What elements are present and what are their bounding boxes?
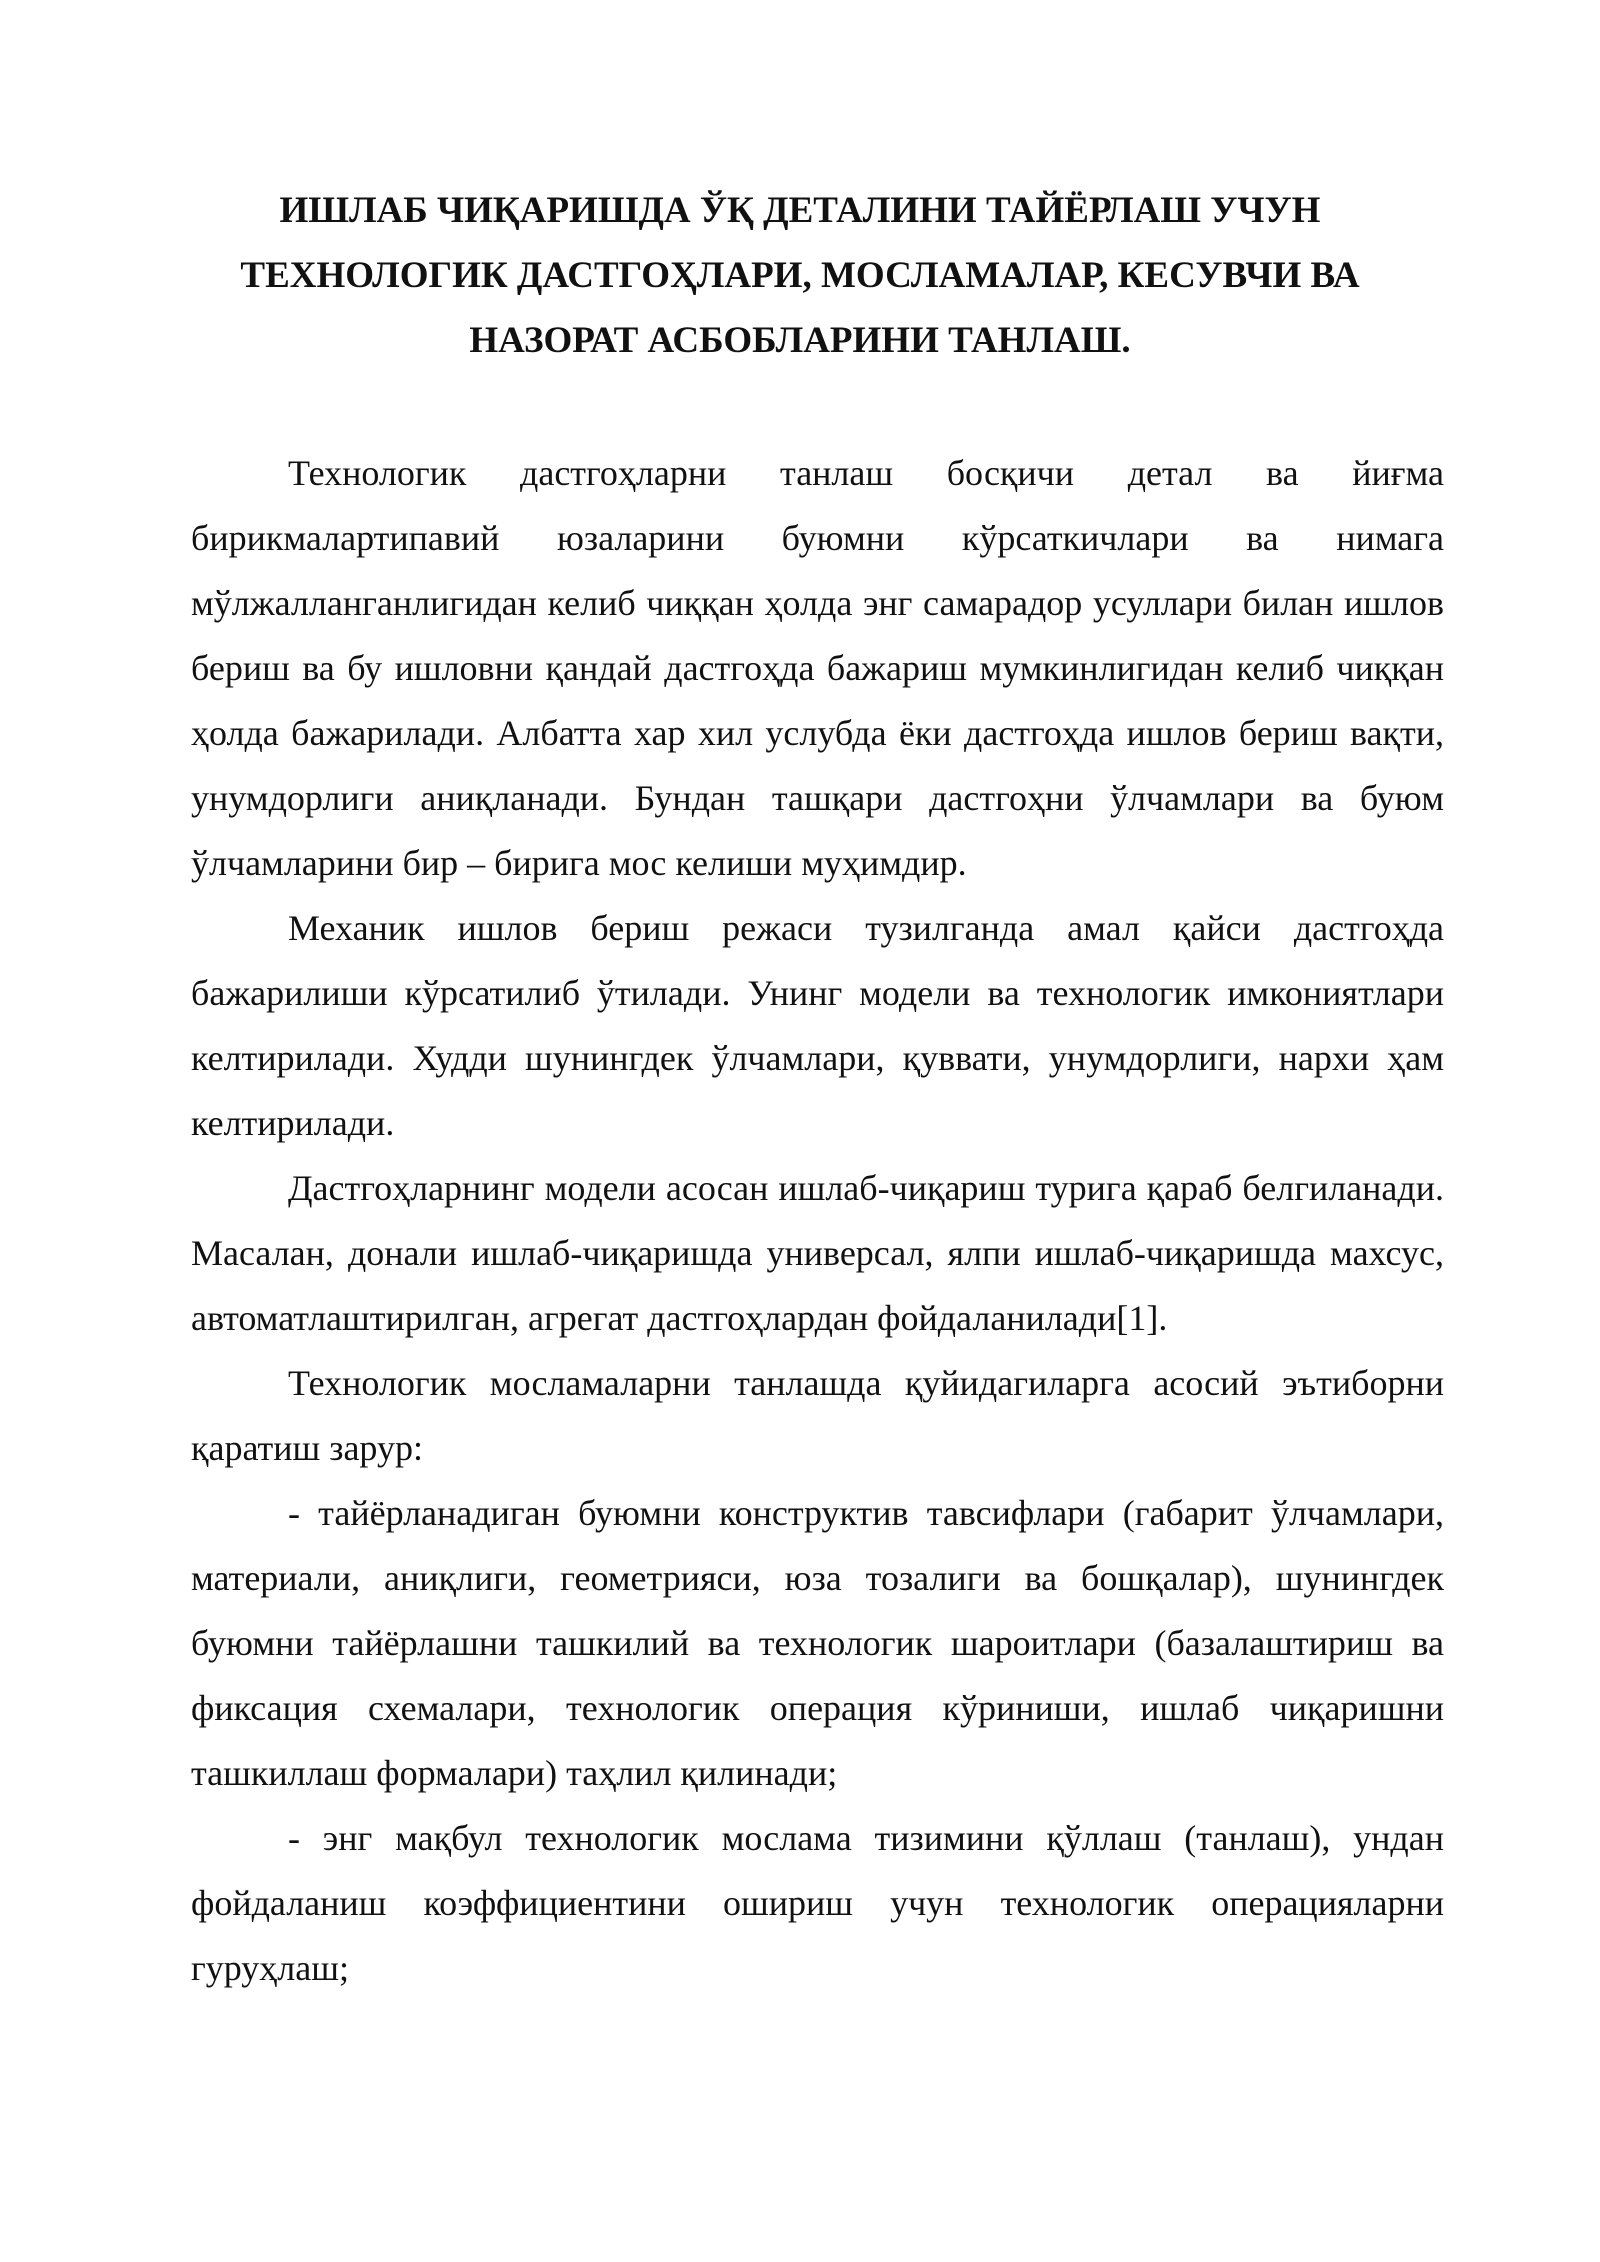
title-line-1: ИШЛАБ ЧИҚАРИШДА ЎҚ ДЕТАЛИНИ ТАЙЁРЛАШ УЧУН (279, 190, 1321, 231)
title-line-2: ТЕХНОЛОГИК ДАСТГОҲЛАРИ, МОСЛАМАЛАР, КЕСУВЧИ ВА (240, 255, 1360, 296)
list-item-fixture-system: - энг мақбул технологик мослама тизимини қўллаш (танлаш), ундан фойдаланиш коэффициентини ошириш учун технологик операцияларни гуруҳлаш; (191, 1818, 1444, 1988)
document-title (190, 178, 1410, 373)
list-item-product-characteristics: - тайёрланадиган буюмни конструктив тавсифлари (габарит ўлчамлари, материали, аниқлиги, геометрияси, юза тозалиги ва бошқалар), шунингдек буюмни тайёрлашни ташкилий ва технологик шароитлари (базалаштириш ва фиксация схемалари, технологик операция кўриниши, ишлаб чиқаришни ташкиллаш формалари) таҳлил қилинади; (191, 1493, 1444, 1793)
paragraph-machine-models: Дастгоҳларнинг модели асосан ишлаб-чиқариш турига қараб белгиланади. Масалан, донали ишлаб-чиқаришда универсал, ялпи ишлаб-чиқаришда махсус, автоматлаштирилган, агрегат дастгоҳлардан фойдаланилади[1]. (191, 1168, 1444, 1338)
paragraph-machine-selection: Технологик дастгоҳларни танлаш босқичи детал ва йиғма бирикмалартипавий юзаларини буюмни кўрсаткичлари ва нимага мўлжалланганлигидан келиб чиққан ҳолда энг самарадор усуллари билан ишлов бериш ва бу ишловни қандай дастгоҳда бажариш мумкинлигидан келиб чиққан ҳолда бажарилади. Албатта хар хил услубда ёки дастгоҳда ишлов бериш вақти, унумдорлиги аниқланади. Бундан ташқари дастгоҳни ўлчамлари ва буюм ўлчамларини бир – бирига мос келиши муҳимдир. (191, 453, 1444, 883)
title-line-3: НАЗОРАТ АСБОБЛАРИНИ ТАНЛАШ. (469, 320, 1131, 361)
paragraph-machining-plan: Механик ишлов бериш режаси тузилганда амал қайси дастгоҳда бажарилиши кўрсатилиб ўтилади. Унинг модели ва технологик имкониятлари келтирилади. Худди шунингдек ўлчамлари, қуввати, унумдорлиги, нархи ҳам келтирилади. (191, 908, 1444, 1143)
document-body (191, 441, 1444, 2001)
paragraph-fixture-selection: Технологик мосламаларни танлашда қуйидагиларга асосий эътиборни қаратиш зарур: (191, 1363, 1444, 1468)
